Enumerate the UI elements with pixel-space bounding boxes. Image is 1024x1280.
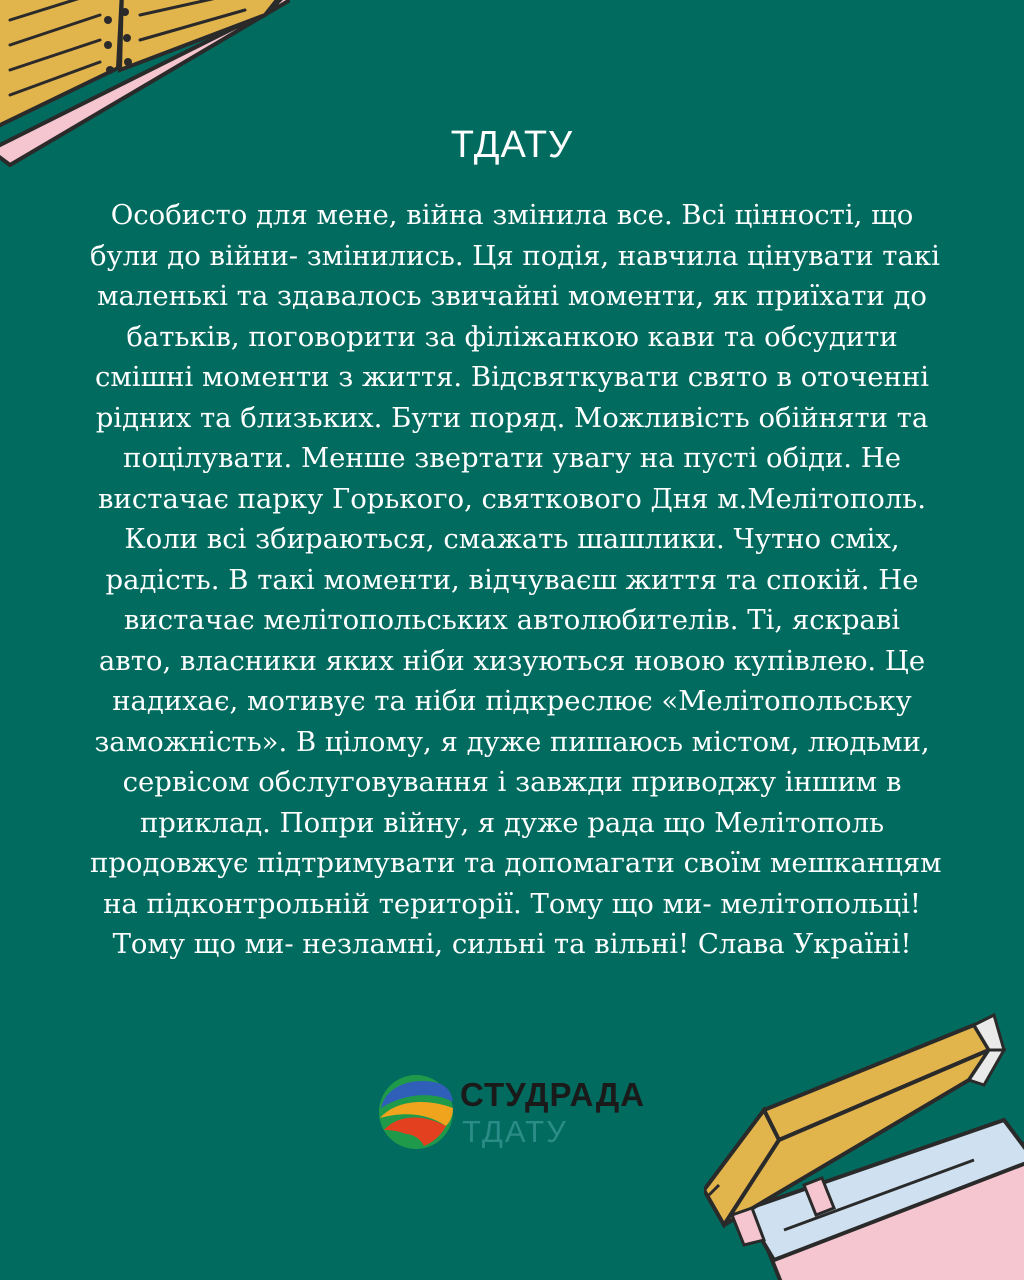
text-line: Особисто для мене, війна змінила все. Всі цінності, що — [110, 199, 914, 231]
logo-name: СТУДРАДА — [460, 1076, 646, 1113]
text-line: рідних та близьких. Бути поряд. Можливість обійняти та — [95, 401, 929, 434]
page-title: ТДАТУ — [450, 124, 574, 166]
studrada-logo-icon — [376, 1072, 456, 1152]
text-line: поцілувати. Менше звертати увагу на пусті обіди. Не — [123, 442, 901, 474]
book-stack-illustration — [704, 1010, 1024, 1280]
text-line: маленькі та здавалось звичайні моменти, як приїхати до — [97, 280, 927, 312]
text-line: вистачає парку Горького, святкового Дня м.Мелітополь. — [98, 482, 926, 515]
text-line: сервісом обслуговування і завжди приводжу іншим в — [122, 766, 902, 798]
text-line: були до війни- змінились. Ця подія, навчила цінувати такі — [90, 239, 940, 272]
text-line: надихає, мотивує та ніби підкреслює «Мелітопольську — [112, 685, 912, 717]
text-line: батьків, поговорити за філіжанкою кави та обсудити — [126, 320, 898, 353]
text-line: на підконтрольній території. Тому що ми- мелітопольці! — [103, 887, 921, 920]
text-line: авто, власники яких ніби хизуються новою купівлею. Це — [98, 644, 926, 677]
text-line: Тому що ми- незламні, сильні та вільні! Слава Україні! — [112, 928, 912, 960]
text-line: радість. В такі моменти, відчуваєш життя та спокій. Не — [105, 563, 919, 596]
text-line: приклад. Попри війну, я дуже рада що Мелітополь — [139, 806, 885, 839]
logo-subtitle: ТДАТУ — [462, 1114, 568, 1149]
text-line: продовжує підтримувати та допомагати своїм мешканцям — [90, 847, 942, 879]
text-line: Коли всі збираються, смажать шашлики. Чутно сміх, — [124, 523, 900, 555]
text-line: заможність». В цілому, я дуже пишаюсь містом, людьми, — [94, 725, 930, 758]
text-line: смішні моменти з життя. Відсвяткувати свято в оточенні — [95, 361, 929, 393]
text-line: вистачає мелітопольських автолюбителів. Ті, яскраві — [123, 604, 901, 636]
testimonial-text — [90, 195, 942, 965]
studrada-logo — [376, 1072, 666, 1156]
